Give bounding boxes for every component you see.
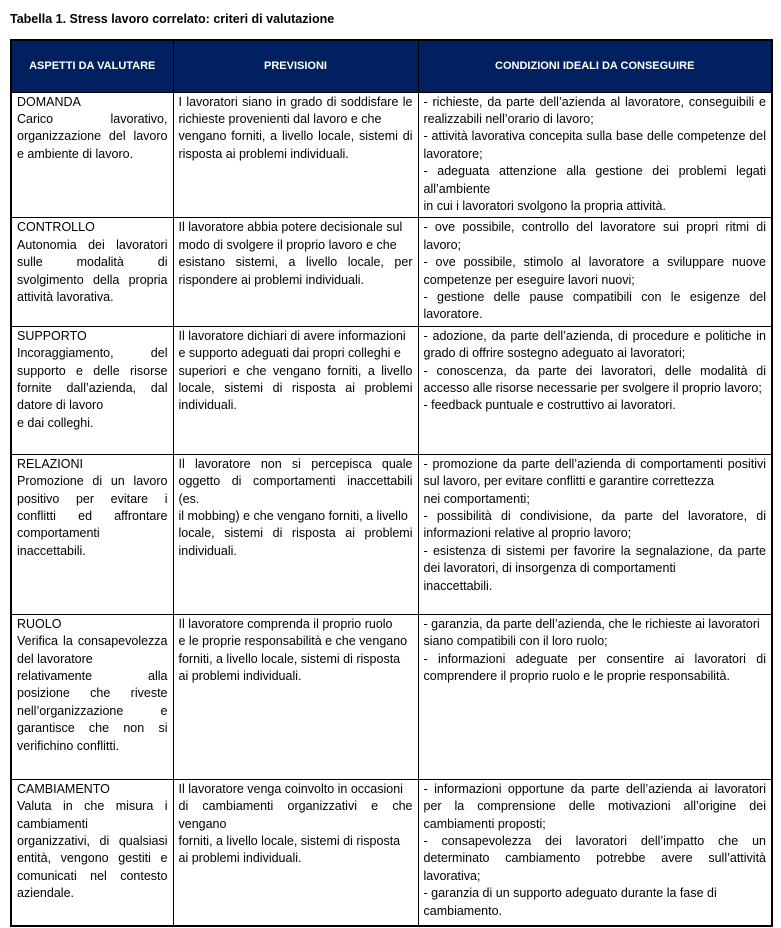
cell-paragraph: superiori e che vengano forniti, a livello locale, sistemi di risposta ai problemi individuali. [178, 363, 413, 413]
cell-paragraph: Il lavoratore non si percepisca quale oggetto di comportamenti inaccettabili (es. [178, 456, 413, 506]
cell-condizioni [418, 614, 772, 779]
cell-paragraph: nei comportamenti; [423, 491, 530, 506]
cell-paragraph: e le proprie responsabilità e che vengano [178, 634, 408, 649]
cell-paragraph: - esistenza di sistemi per favorire la segnalazione, da parte dei lavoratori, di insorgenza di comportamenti [423, 543, 766, 576]
cell-condizioni [418, 454, 772, 614]
table-row [11, 92, 772, 218]
cell-paragraph: SUPPORTO [17, 328, 87, 343]
cell-aspetto [11, 218, 173, 326]
cell-previsione [173, 92, 418, 218]
cell-paragraph: Autonomia dei lavoratori sulle modalità di svolgimento della propria attività lavorativa. [17, 237, 168, 304]
cell-paragraph: Carico lavorativo, organizzazione del lavoro e ambiente di lavoro. [17, 111, 168, 161]
cell-paragraph: forniti, a livello locale, sistemi di risposta [178, 651, 401, 666]
cell-aspetto [11, 326, 173, 454]
cell-aspetto [11, 779, 173, 926]
table-title: Tabella 1. Stress lavoro correlato: criteri di valutazione [10, 12, 335, 26]
cell-paragraph: cambiamento. [423, 903, 503, 918]
cell-paragraph: di cambiamenti organizzativi e che vengano [178, 799, 413, 831]
cell-paragraph: forniti, a livello locale, sistemi di risposta [178, 834, 401, 848]
cell-paragraph: - ove possibile, stimolo al lavoratore a sviluppare nuove competenze per eseguire lavori nuovi; [423, 255, 766, 287]
cell-aspetto [11, 614, 173, 779]
table-row [11, 218, 772, 326]
cell-paragraph: inaccettabili. [423, 578, 493, 593]
cell-paragraph: ai problemi individuali. [178, 851, 302, 866]
cell-paragraph: - gestione delle pause compatibili con le esigenze del lavoratore. [423, 289, 766, 322]
cell-paragraph: - garanzia di un supporto adeguato durante la fase di [423, 886, 717, 901]
cell-paragraph: vengano forniti, a livello locale, sistemi di risposta ai problemi individuali. [178, 129, 413, 161]
cell-paragraph: Incoraggiamento, del supporto e delle risorse fornite dall’azienda, dal datore di lavoro [17, 346, 168, 413]
cell-previsione [173, 614, 418, 779]
cell-paragraph: e supporto adeguati dai propri colleghi e [178, 346, 401, 361]
table-row [11, 779, 772, 926]
cell-previsione [173, 218, 418, 326]
cell-paragraph: locale, sistemi di risposta ai problemi individuali. [178, 526, 413, 558]
table-row [11, 326, 772, 454]
table-row [11, 614, 772, 779]
cell-paragraph: I lavoratori siano in grado di soddisfare le richieste provenienti dal lavoro e che [178, 94, 413, 126]
cell-paragraph: CAMBIAMENTO [17, 781, 110, 796]
cell-paragraph: relativamente alla posizione che riveste nell’organizzazione e garantisce che non si verifichino conflitti. [17, 669, 168, 753]
cell-condizioni [418, 218, 772, 326]
cell-paragraph: - feedback puntuale e costruttivo ai lavoratori. [423, 398, 676, 413]
cell-paragraph: - conoscenza, da parte dei lavoratori, delle modalità di accesso alle risorse necessarie per svolgere il proprio lavoro; [423, 363, 766, 395]
cell-paragraph: - promozione da parte dell’azienda di comportamenti positivi sul lavoro, per evitare conflitti e garantire correttezza [423, 456, 766, 489]
cell-paragraph: - ove possibile, controllo del lavoratore sui propri ritmi di lavoro; [423, 220, 766, 252]
cell-paragraph: Il lavoratore dichiari di avere informazioni [178, 328, 406, 343]
cell-paragraph: organizzativi, di qualsiasi entità, vengono gestiti e comunicati nel contesto aziendale. [17, 834, 168, 901]
cell-paragraph: RUOLO [17, 616, 62, 631]
header-previsioni: PREVISIONI [173, 40, 418, 92]
cell-paragraph: - richieste, da parte dell’azienda al lavoratore, conseguibili e realizzabili nell’orario di lavoro; [423, 94, 766, 126]
cell-paragraph: - adeguata attenzione alla gestione dei problemi legati all’ambiente [423, 164, 766, 196]
cell-paragraph: - informazioni opportune da parte dell’azienda ai lavoratori per la comprensione delle motivazioni all’origine dei cambiamenti proposti; [423, 781, 766, 831]
cell-paragraph: e dai colleghi. [17, 415, 94, 430]
stress-evaluation-table [10, 39, 773, 927]
cell-paragraph: DOMANDA [17, 94, 81, 109]
cell-paragraph: - informazioni adeguate per consentire ai lavoratori di comprendere il proprio ruolo e le proprie responsabilità. [423, 651, 766, 683]
table-body [11, 92, 772, 926]
header-condizioni-ideali: CONDIZIONI IDEALI DA CONSEGUIRE [418, 40, 772, 92]
cell-paragraph: siano compatibili con il loro ruolo; [423, 634, 608, 649]
cell-paragraph: - attività lavorativa concepita sulla base delle competenze del lavoratore; [423, 129, 766, 161]
header-aspetti-da-valutare: ASPETTI DA VALUTARE [11, 40, 173, 92]
cell-paragraph: - adozione, da parte dell’azienda, di procedure e politiche in grado di offrire sostegno adeguato ai lavoratori; [423, 328, 766, 361]
cell-condizioni [418, 779, 772, 926]
cell-paragraph: modo di svolgere il proprio lavoro e che [178, 237, 397, 252]
cell-paragraph: Valuta in che misura i cambiamenti [17, 799, 168, 831]
cell-previsione [173, 454, 418, 614]
cell-condizioni [418, 326, 772, 454]
cell-paragraph: Il lavoratore comprenda il proprio ruolo [178, 616, 393, 631]
cell-paragraph: ai problemi individuali. [178, 669, 302, 683]
cell-condizioni [418, 92, 772, 218]
cell-previsione [173, 326, 418, 454]
cell-paragraph: in cui i lavoratori svolgono la propria attività. [423, 198, 666, 213]
cell-paragraph: Il lavoratore venga coinvolto in occasioni [178, 781, 403, 796]
cell-paragraph: - garanzia, da parte dell’azienda, che le richieste ai lavoratori [423, 616, 760, 631]
cell-paragraph: - possibilità di condivisione, da parte del lavoratore, di informazioni relative al proprio lavoro; [423, 509, 766, 541]
table-header-row [11, 40, 772, 92]
cell-paragraph: - consapevolezza dei lavoratori dell’impatto che un determinato cambiamento potrebbe avere sull’attività lavorativa; [423, 834, 766, 883]
table-row [11, 454, 772, 614]
cell-paragraph: CONTROLLO [17, 220, 95, 235]
cell-paragraph: Promozione di un lavoro positivo per evitare i conflitti ed affrontare comportamenti inaccettabili. [17, 474, 168, 558]
cell-previsione [173, 779, 418, 926]
cell-paragraph: RELAZIONI [17, 456, 83, 471]
cell-paragraph: Verifica la consapevolezza del lavoratore [17, 634, 168, 666]
cell-aspetto [11, 92, 173, 218]
cell-aspetto [11, 454, 173, 614]
cell-paragraph: il mobbing) e che vengano forniti, a livello [178, 509, 408, 523]
cell-paragraph: esistano sistemi, a livello locale, per rispondere ai problemi individuali. [178, 255, 413, 287]
cell-paragraph: Il lavoratore abbia potere decisionale sul [178, 220, 403, 235]
